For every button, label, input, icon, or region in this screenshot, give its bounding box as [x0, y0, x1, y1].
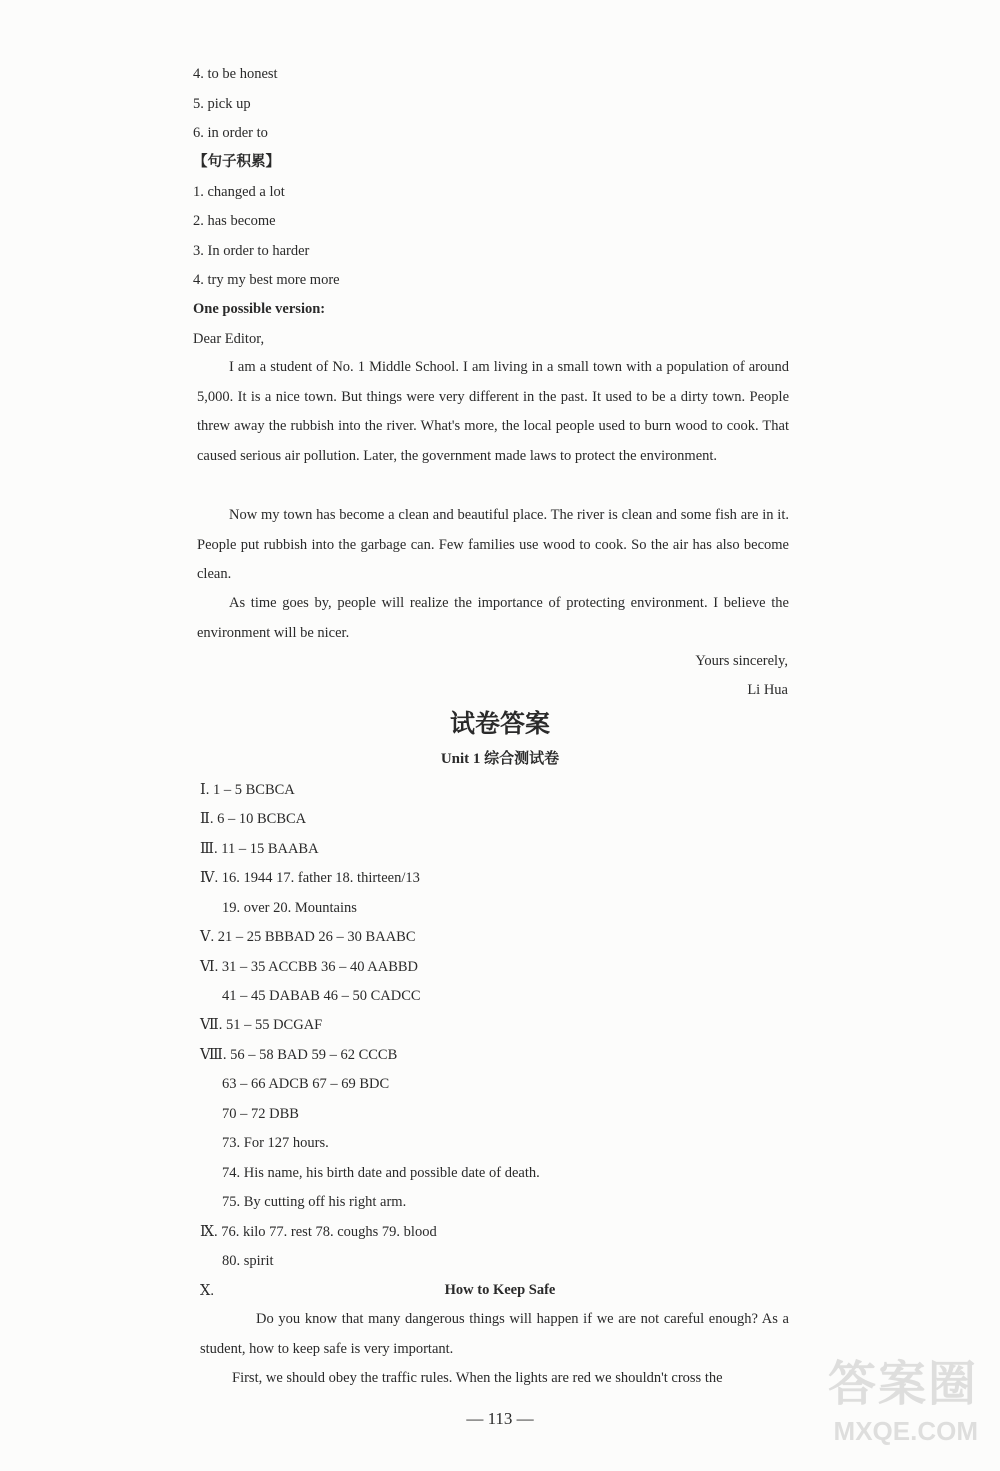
version-label: One possible version:: [193, 301, 326, 317]
phrase-item: 4. to be honest: [193, 66, 278, 82]
answer-line: Ⅳ. 16. 1944 17. father 18. thirteen/13: [200, 870, 420, 886]
section-heading: 【句子积累】: [193, 154, 280, 170]
letter-paragraph: As time goes by, people will realize the importance of protecting environment. I believe the environment will be nicer.: [197, 595, 789, 641]
section-title: 试卷答案: [449, 711, 550, 738]
letter-greeting: Dear Editor,: [193, 331, 265, 347]
letter-closing: Yours sincerely,: [695, 653, 788, 669]
answer-line: Ⅰ. 1 – 5 BCBCA: [200, 782, 295, 798]
essay-title: How to Keep Safe: [444, 1282, 556, 1298]
answer-line: 75. By cutting off his right arm.: [222, 1194, 407, 1210]
sentence-item: 3. In order to harder: [193, 243, 310, 259]
answer-line: 74. His name, his birth date and possible date of death.: [222, 1165, 540, 1181]
sentence-item: 2. has become: [193, 213, 276, 229]
answer-line: 73. For 127 hours.: [222, 1135, 329, 1151]
answer-line: 19. over 20. Mountains: [222, 900, 357, 916]
watermark-url: MXQE.COM: [833, 1416, 978, 1446]
unit-title: Unit 1 综合测试卷: [440, 751, 560, 767]
letter-signature: Li Hua: [747, 682, 788, 698]
phrase-item: 6. in order to: [193, 125, 268, 141]
essay-paragraph: First, we should obey the traffic rules. When the lights are red we shouldn't cross the: [232, 1370, 723, 1386]
watermark-logo: [788, 1355, 978, 1465]
sentence-item: 1. changed a lot: [193, 184, 285, 200]
answer-line: Ⅶ. 51 – 55 DCGAF: [200, 1017, 323, 1033]
essay-label: Ⅹ.: [200, 1283, 214, 1299]
answer-line: Ⅵ. 31 – 35 ACCBB 36 – 40 AABBD: [200, 959, 419, 975]
watermark-text: 答案圈: [827, 1358, 978, 1411]
answer-line: 63 – 66 ADCB 67 – 69 BDC: [222, 1076, 390, 1092]
answer-line: Ⅱ. 6 – 10 BCBCA: [200, 811, 307, 827]
answer-line: Ⅸ. 76. kilo 77. rest 78. coughs 79. blood: [200, 1224, 437, 1240]
phrase-item: 5. pick up: [193, 96, 251, 112]
answer-line: 80. spirit: [222, 1253, 274, 1269]
letter-paragraph: Now my town has become a clean and beautiful place. The river is clean and some fish are in it. People put rubbish into the garbage can. Few families use wood to cook. So the air has also become clean.: [197, 507, 789, 582]
page-number: — 113 —: [466, 1409, 534, 1428]
sentence-item: 4. try my best more more: [193, 272, 340, 288]
answer-line: Ⅲ. 11 – 15 BAABA: [200, 841, 319, 857]
letter-paragraph: I am a student of No. 1 Middle School. I am living in a small town with a population of around 5,000. It is a nice town. But things were very different in the past. It used to be a dirty town. People threw away the rubbish into the river. What's more, the local people used to burn wood to cook. That caused serious air pollution. Later, the government made laws to protect the environment.: [197, 359, 789, 464]
essay-paragraph: Do you know that many dangerous things will happen if we are not careful enough? As a student, how to keep safe is very important.: [200, 1311, 789, 1357]
answer-line: Ⅴ. 21 – 25 BBBAD 26 – 30 BAABC: [200, 929, 416, 945]
answer-line: 41 – 45 DABAB 46 – 50 CADCC: [222, 988, 421, 1004]
answer-line: 70 – 72 DBB: [222, 1106, 299, 1122]
answer-line: Ⅷ. 56 – 58 BAD 59 – 62 CCCB: [200, 1047, 398, 1063]
